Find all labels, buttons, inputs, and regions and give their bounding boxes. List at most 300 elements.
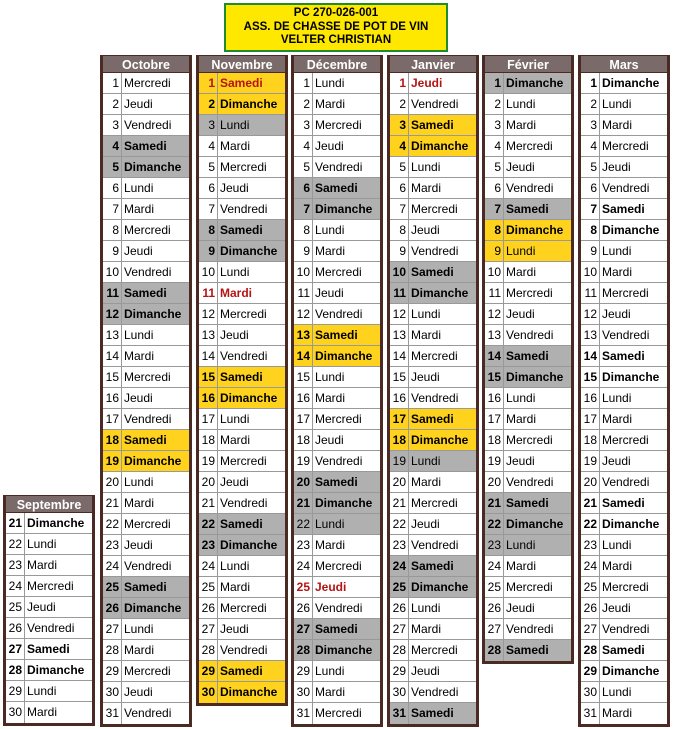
day-row xyxy=(294,262,380,283)
day-number: 10 xyxy=(199,262,218,282)
day-name: Jeudi xyxy=(315,580,347,594)
day-row xyxy=(103,577,189,598)
day-row xyxy=(294,283,380,304)
month-decembre xyxy=(291,55,383,727)
day-row xyxy=(581,577,667,598)
day-row xyxy=(581,451,667,472)
day-row xyxy=(103,241,189,262)
day-name: Mercredi xyxy=(124,664,171,678)
day-name: Dimanche xyxy=(27,516,85,530)
day-row xyxy=(485,514,571,535)
day-row xyxy=(199,346,285,367)
day-row xyxy=(581,640,667,661)
day-name: Mardi xyxy=(27,558,58,572)
day-row xyxy=(294,346,380,367)
day-row xyxy=(103,682,189,703)
day-name: Dimanche xyxy=(122,451,189,471)
day-row xyxy=(294,472,380,493)
day-number: 27 xyxy=(294,619,313,639)
day-number: 9 xyxy=(103,241,122,261)
day-number: 6 xyxy=(199,178,218,198)
day-number: 6 xyxy=(294,178,313,198)
day-name: Vendredi xyxy=(506,328,554,342)
day-name: Lundi xyxy=(504,535,571,555)
day-number: 23 xyxy=(390,535,409,555)
day-row xyxy=(294,535,380,556)
day-number: 6 xyxy=(103,178,122,198)
day-row xyxy=(581,220,667,241)
day-row xyxy=(294,115,380,136)
day-row xyxy=(485,73,571,94)
day-number: 21 xyxy=(103,493,122,513)
day-name: Mardi xyxy=(506,265,537,279)
day-number: 2 xyxy=(485,94,504,114)
day-row xyxy=(6,702,92,723)
day-number: 23 xyxy=(485,535,504,555)
day-number: 6 xyxy=(390,178,409,198)
day-number: 24 xyxy=(6,576,25,596)
day-name: Mardi xyxy=(315,244,346,258)
day-row xyxy=(485,430,571,451)
day-number: 5 xyxy=(581,157,600,177)
day-number: 29 xyxy=(6,681,25,701)
day-name: Mercredi xyxy=(411,202,458,216)
day-number: 8 xyxy=(485,220,504,240)
day-number: 14 xyxy=(199,346,218,366)
month-header: Septembre xyxy=(6,495,92,513)
day-number: 28 xyxy=(294,640,313,660)
day-number: 12 xyxy=(294,304,313,324)
day-number: 1 xyxy=(390,73,409,93)
day-number: 27 xyxy=(199,619,218,639)
day-row xyxy=(199,367,285,388)
day-row xyxy=(199,598,285,619)
day-row xyxy=(103,703,189,724)
day-name: Mardi xyxy=(602,118,633,132)
day-name: Mercredi xyxy=(315,265,362,279)
day-number: 12 xyxy=(199,304,218,324)
day-number: 21 xyxy=(390,493,409,513)
day-name: Vendredi xyxy=(602,622,650,636)
day-name: Lundi xyxy=(602,391,632,405)
day-name: Lundi xyxy=(315,76,345,90)
day-row xyxy=(485,115,571,136)
day-row xyxy=(294,493,380,514)
day-name: Samedi xyxy=(313,472,380,492)
day-name: Jeudi xyxy=(602,160,631,174)
day-number: 24 xyxy=(390,556,409,576)
month-septembre xyxy=(3,495,95,726)
day-number: 16 xyxy=(581,388,600,408)
day-row xyxy=(390,157,476,178)
day-name: Vendredi xyxy=(411,538,459,552)
day-row xyxy=(6,513,92,534)
day-name: Samedi xyxy=(409,556,476,576)
day-row xyxy=(390,640,476,661)
day-number: 27 xyxy=(6,639,25,659)
day-name: Vendredi xyxy=(220,349,268,363)
day-number: 20 xyxy=(103,472,122,492)
day-name: Samedi xyxy=(602,349,645,363)
day-row xyxy=(6,660,92,681)
day-number: 3 xyxy=(390,115,409,135)
day-number: 22 xyxy=(199,514,218,534)
day-number: 31 xyxy=(390,703,409,724)
day-row xyxy=(390,346,476,367)
day-number: 8 xyxy=(199,220,218,240)
day-row xyxy=(581,136,667,157)
day-name: Mardi xyxy=(602,706,633,720)
day-number: 28 xyxy=(103,640,122,660)
day-row xyxy=(485,367,571,388)
day-name: Samedi xyxy=(313,325,380,345)
day-name: Mardi xyxy=(27,705,58,719)
day-number: 28 xyxy=(6,660,25,680)
day-row xyxy=(485,136,571,157)
day-name: Mardi xyxy=(220,286,253,300)
day-number: 28 xyxy=(390,640,409,660)
day-row xyxy=(294,304,380,325)
day-name: Mercredi xyxy=(124,517,171,531)
day-row xyxy=(199,682,285,703)
day-row xyxy=(485,619,571,640)
day-row xyxy=(294,220,380,241)
day-name: Samedi xyxy=(218,73,285,93)
day-number: 11 xyxy=(581,283,600,303)
day-row xyxy=(581,703,667,724)
day-number: 20 xyxy=(390,472,409,492)
day-number: 2 xyxy=(581,94,600,114)
day-row xyxy=(294,619,380,640)
day-row xyxy=(199,136,285,157)
day-number: 16 xyxy=(485,388,504,408)
day-name: Samedi xyxy=(122,430,189,450)
day-number: 30 xyxy=(199,682,218,703)
day-name: Dimanche xyxy=(122,598,189,618)
day-row xyxy=(390,94,476,115)
day-name: Mercredi xyxy=(315,559,362,573)
day-row xyxy=(294,661,380,682)
day-name: Dimanche xyxy=(218,241,285,261)
day-row xyxy=(390,262,476,283)
day-row xyxy=(199,157,285,178)
day-number: 10 xyxy=(103,262,122,282)
day-name: Vendredi xyxy=(411,391,459,405)
day-name: Lundi xyxy=(124,475,154,489)
day-name: Vendredi xyxy=(411,244,459,258)
day-row xyxy=(103,325,189,346)
day-row xyxy=(390,199,476,220)
day-row xyxy=(199,661,285,682)
day-name: Jeudi xyxy=(411,223,440,237)
day-number: 23 xyxy=(199,535,218,555)
day-row xyxy=(199,178,285,199)
day-row xyxy=(485,220,571,241)
day-number: 17 xyxy=(485,409,504,429)
day-name: Samedi xyxy=(122,136,189,156)
day-name: Samedi xyxy=(313,619,380,639)
day-number: 20 xyxy=(581,472,600,492)
day-name: Vendredi xyxy=(506,475,554,489)
day-row xyxy=(294,598,380,619)
day-number: 8 xyxy=(103,220,122,240)
day-name: Vendredi xyxy=(315,307,363,321)
day-name: Jeudi xyxy=(411,76,443,90)
day-name: Mercredi xyxy=(315,706,362,720)
day-number: 3 xyxy=(581,115,600,135)
day-name: Dimanche xyxy=(602,517,660,531)
day-name: Dimanche xyxy=(409,430,476,450)
day-name: Jeudi xyxy=(220,181,249,195)
day-row xyxy=(103,283,189,304)
day-name: Vendredi xyxy=(506,622,554,636)
day-row xyxy=(294,682,380,703)
day-row xyxy=(581,157,667,178)
day-row xyxy=(199,325,285,346)
day-name: Jeudi xyxy=(124,244,153,258)
permit-number: PC 270-026-001 xyxy=(293,7,379,19)
day-row xyxy=(103,136,189,157)
day-name: Lundi xyxy=(411,601,441,615)
day-number: 15 xyxy=(103,367,122,387)
month-novembre xyxy=(196,55,288,706)
day-row xyxy=(485,241,571,262)
day-name: Lundi xyxy=(315,370,345,384)
day-name: Lundi xyxy=(313,514,380,534)
day-row xyxy=(485,388,571,409)
day-number: 3 xyxy=(485,115,504,135)
day-row xyxy=(199,451,285,472)
day-row xyxy=(103,472,189,493)
day-number: 19 xyxy=(390,451,409,471)
day-row xyxy=(6,597,92,618)
day-row xyxy=(581,283,667,304)
day-name: Samedi xyxy=(409,409,476,429)
day-number: 7 xyxy=(485,199,504,219)
day-row xyxy=(581,682,667,703)
day-name: Lundi xyxy=(315,664,345,678)
day-row xyxy=(390,619,476,640)
day-row xyxy=(294,703,380,724)
day-name: Dimanche xyxy=(409,136,476,156)
day-number: 23 xyxy=(103,535,122,555)
day-number: 11 xyxy=(294,283,313,303)
day-number: 1 xyxy=(581,73,600,93)
day-row xyxy=(581,115,667,136)
day-row xyxy=(103,94,189,115)
day-row xyxy=(581,388,667,409)
day-number: 25 xyxy=(390,577,409,597)
day-name: Mardi xyxy=(315,685,346,699)
day-number: 3 xyxy=(294,115,313,135)
day-name: Jeudi xyxy=(602,601,631,615)
day-row xyxy=(6,534,92,555)
day-number: 9 xyxy=(581,241,600,261)
day-number: 9 xyxy=(294,241,313,261)
day-name: Vendredi xyxy=(124,559,172,573)
day-number: 25 xyxy=(199,577,218,597)
day-name: Lundi xyxy=(506,97,536,111)
day-name: Samedi xyxy=(122,283,189,303)
day-row xyxy=(485,535,571,556)
day-name: Mercredi xyxy=(411,349,458,363)
day-row xyxy=(294,94,380,115)
day-name: Jeudi xyxy=(124,97,153,111)
day-name: Samedi xyxy=(602,496,645,510)
day-number: 13 xyxy=(581,325,600,345)
day-number: 4 xyxy=(581,136,600,156)
day-number: 29 xyxy=(581,661,600,681)
day-row xyxy=(485,409,571,430)
day-number: 23 xyxy=(6,555,25,575)
day-name: Samedi xyxy=(504,199,571,219)
day-row xyxy=(199,409,285,430)
day-name: Jeudi xyxy=(124,538,153,552)
day-name: Mardi xyxy=(506,559,537,573)
day-number: 7 xyxy=(294,199,313,219)
day-name: Samedi xyxy=(409,703,476,724)
day-name: Vendredi xyxy=(124,118,172,132)
day-row xyxy=(390,241,476,262)
day-number: 30 xyxy=(103,682,122,702)
day-number: 24 xyxy=(199,556,218,576)
day-row xyxy=(485,493,571,514)
day-row xyxy=(390,304,476,325)
day-number: 27 xyxy=(390,619,409,639)
day-number: 4 xyxy=(485,136,504,156)
day-name: Samedi xyxy=(504,640,571,661)
day-name: Dimanche xyxy=(218,682,285,703)
day-row xyxy=(390,598,476,619)
day-name: Vendredi xyxy=(602,475,650,489)
day-name: Mercredi xyxy=(124,370,171,384)
day-number: 2 xyxy=(390,94,409,114)
day-number: 18 xyxy=(103,430,122,450)
day-number: 13 xyxy=(485,325,504,345)
day-name: Samedi xyxy=(409,262,476,282)
day-row xyxy=(199,514,285,535)
day-row xyxy=(390,325,476,346)
day-row xyxy=(6,618,92,639)
day-number: 21 xyxy=(6,513,25,533)
day-number: 16 xyxy=(390,388,409,408)
day-row xyxy=(103,73,189,94)
day-name: Mercredi xyxy=(220,601,267,615)
day-number: 26 xyxy=(581,598,600,618)
day-name: Dimanche xyxy=(313,493,380,513)
month-fevrier xyxy=(482,55,574,664)
day-name: Dimanche xyxy=(409,577,476,597)
day-number: 9 xyxy=(485,241,504,261)
day-number: 26 xyxy=(103,598,122,618)
day-row xyxy=(294,577,380,598)
day-number: 21 xyxy=(581,493,600,513)
day-name: Lundi xyxy=(27,684,57,698)
day-number: 13 xyxy=(390,325,409,345)
day-number: 22 xyxy=(103,514,122,534)
day-name: Dimanche xyxy=(218,535,285,555)
day-row xyxy=(581,304,667,325)
day-number: 29 xyxy=(390,661,409,681)
day-row xyxy=(103,157,189,178)
day-number: 16 xyxy=(294,388,313,408)
day-row xyxy=(485,283,571,304)
day-name: Jeudi xyxy=(506,454,535,468)
day-row xyxy=(103,451,189,472)
day-number: 20 xyxy=(294,472,313,492)
day-name: Lundi xyxy=(124,328,154,342)
day-name: Jeudi xyxy=(602,454,631,468)
day-number: 25 xyxy=(485,577,504,597)
day-number: 12 xyxy=(103,304,122,324)
day-row xyxy=(103,346,189,367)
day-number: 5 xyxy=(103,157,122,177)
day-name: Jeudi xyxy=(315,433,344,447)
day-name: Mardi xyxy=(124,496,155,510)
day-row xyxy=(103,199,189,220)
day-row xyxy=(103,388,189,409)
day-row xyxy=(6,639,92,660)
day-number: 4 xyxy=(199,136,218,156)
day-name: Mercredi xyxy=(220,307,267,321)
day-row xyxy=(390,283,476,304)
day-row xyxy=(485,157,571,178)
day-name: Dimanche xyxy=(122,157,189,177)
month-mars xyxy=(578,55,670,727)
day-name: Vendredi xyxy=(315,160,363,174)
day-row xyxy=(581,94,667,115)
day-number: 7 xyxy=(103,199,122,219)
day-name: Dimanche xyxy=(504,220,571,240)
day-name: Jeudi xyxy=(315,286,344,300)
day-row xyxy=(199,640,285,661)
day-number: 14 xyxy=(103,346,122,366)
day-row xyxy=(485,640,571,661)
day-name: Jeudi xyxy=(411,517,440,531)
day-row xyxy=(294,367,380,388)
day-row xyxy=(390,388,476,409)
day-name: Lundi xyxy=(220,412,250,426)
day-row xyxy=(103,115,189,136)
day-number: 30 xyxy=(581,682,600,702)
day-number: 7 xyxy=(390,199,409,219)
day-row xyxy=(390,703,476,724)
day-number: 18 xyxy=(294,430,313,450)
day-name: Mercredi xyxy=(411,496,458,510)
day-name: Jeudi xyxy=(220,475,249,489)
day-name: Lundi xyxy=(411,160,441,174)
day-name: Lundi xyxy=(602,538,632,552)
day-row xyxy=(581,661,667,682)
day-number: 13 xyxy=(199,325,218,345)
day-row xyxy=(103,367,189,388)
day-name: Samedi xyxy=(409,115,476,135)
day-number: 27 xyxy=(103,619,122,639)
day-number: 28 xyxy=(199,640,218,660)
day-name: Vendredi xyxy=(411,97,459,111)
day-row xyxy=(294,199,380,220)
day-row xyxy=(485,325,571,346)
day-name: Mardi xyxy=(506,412,537,426)
day-name: Jeudi xyxy=(506,601,535,615)
day-name: Samedi xyxy=(218,367,285,387)
day-number: 9 xyxy=(199,241,218,261)
day-number: 21 xyxy=(199,493,218,513)
day-row xyxy=(199,577,285,598)
day-number: 14 xyxy=(581,346,600,366)
day-name: Mardi xyxy=(411,181,442,195)
day-name: Samedi xyxy=(122,577,189,597)
